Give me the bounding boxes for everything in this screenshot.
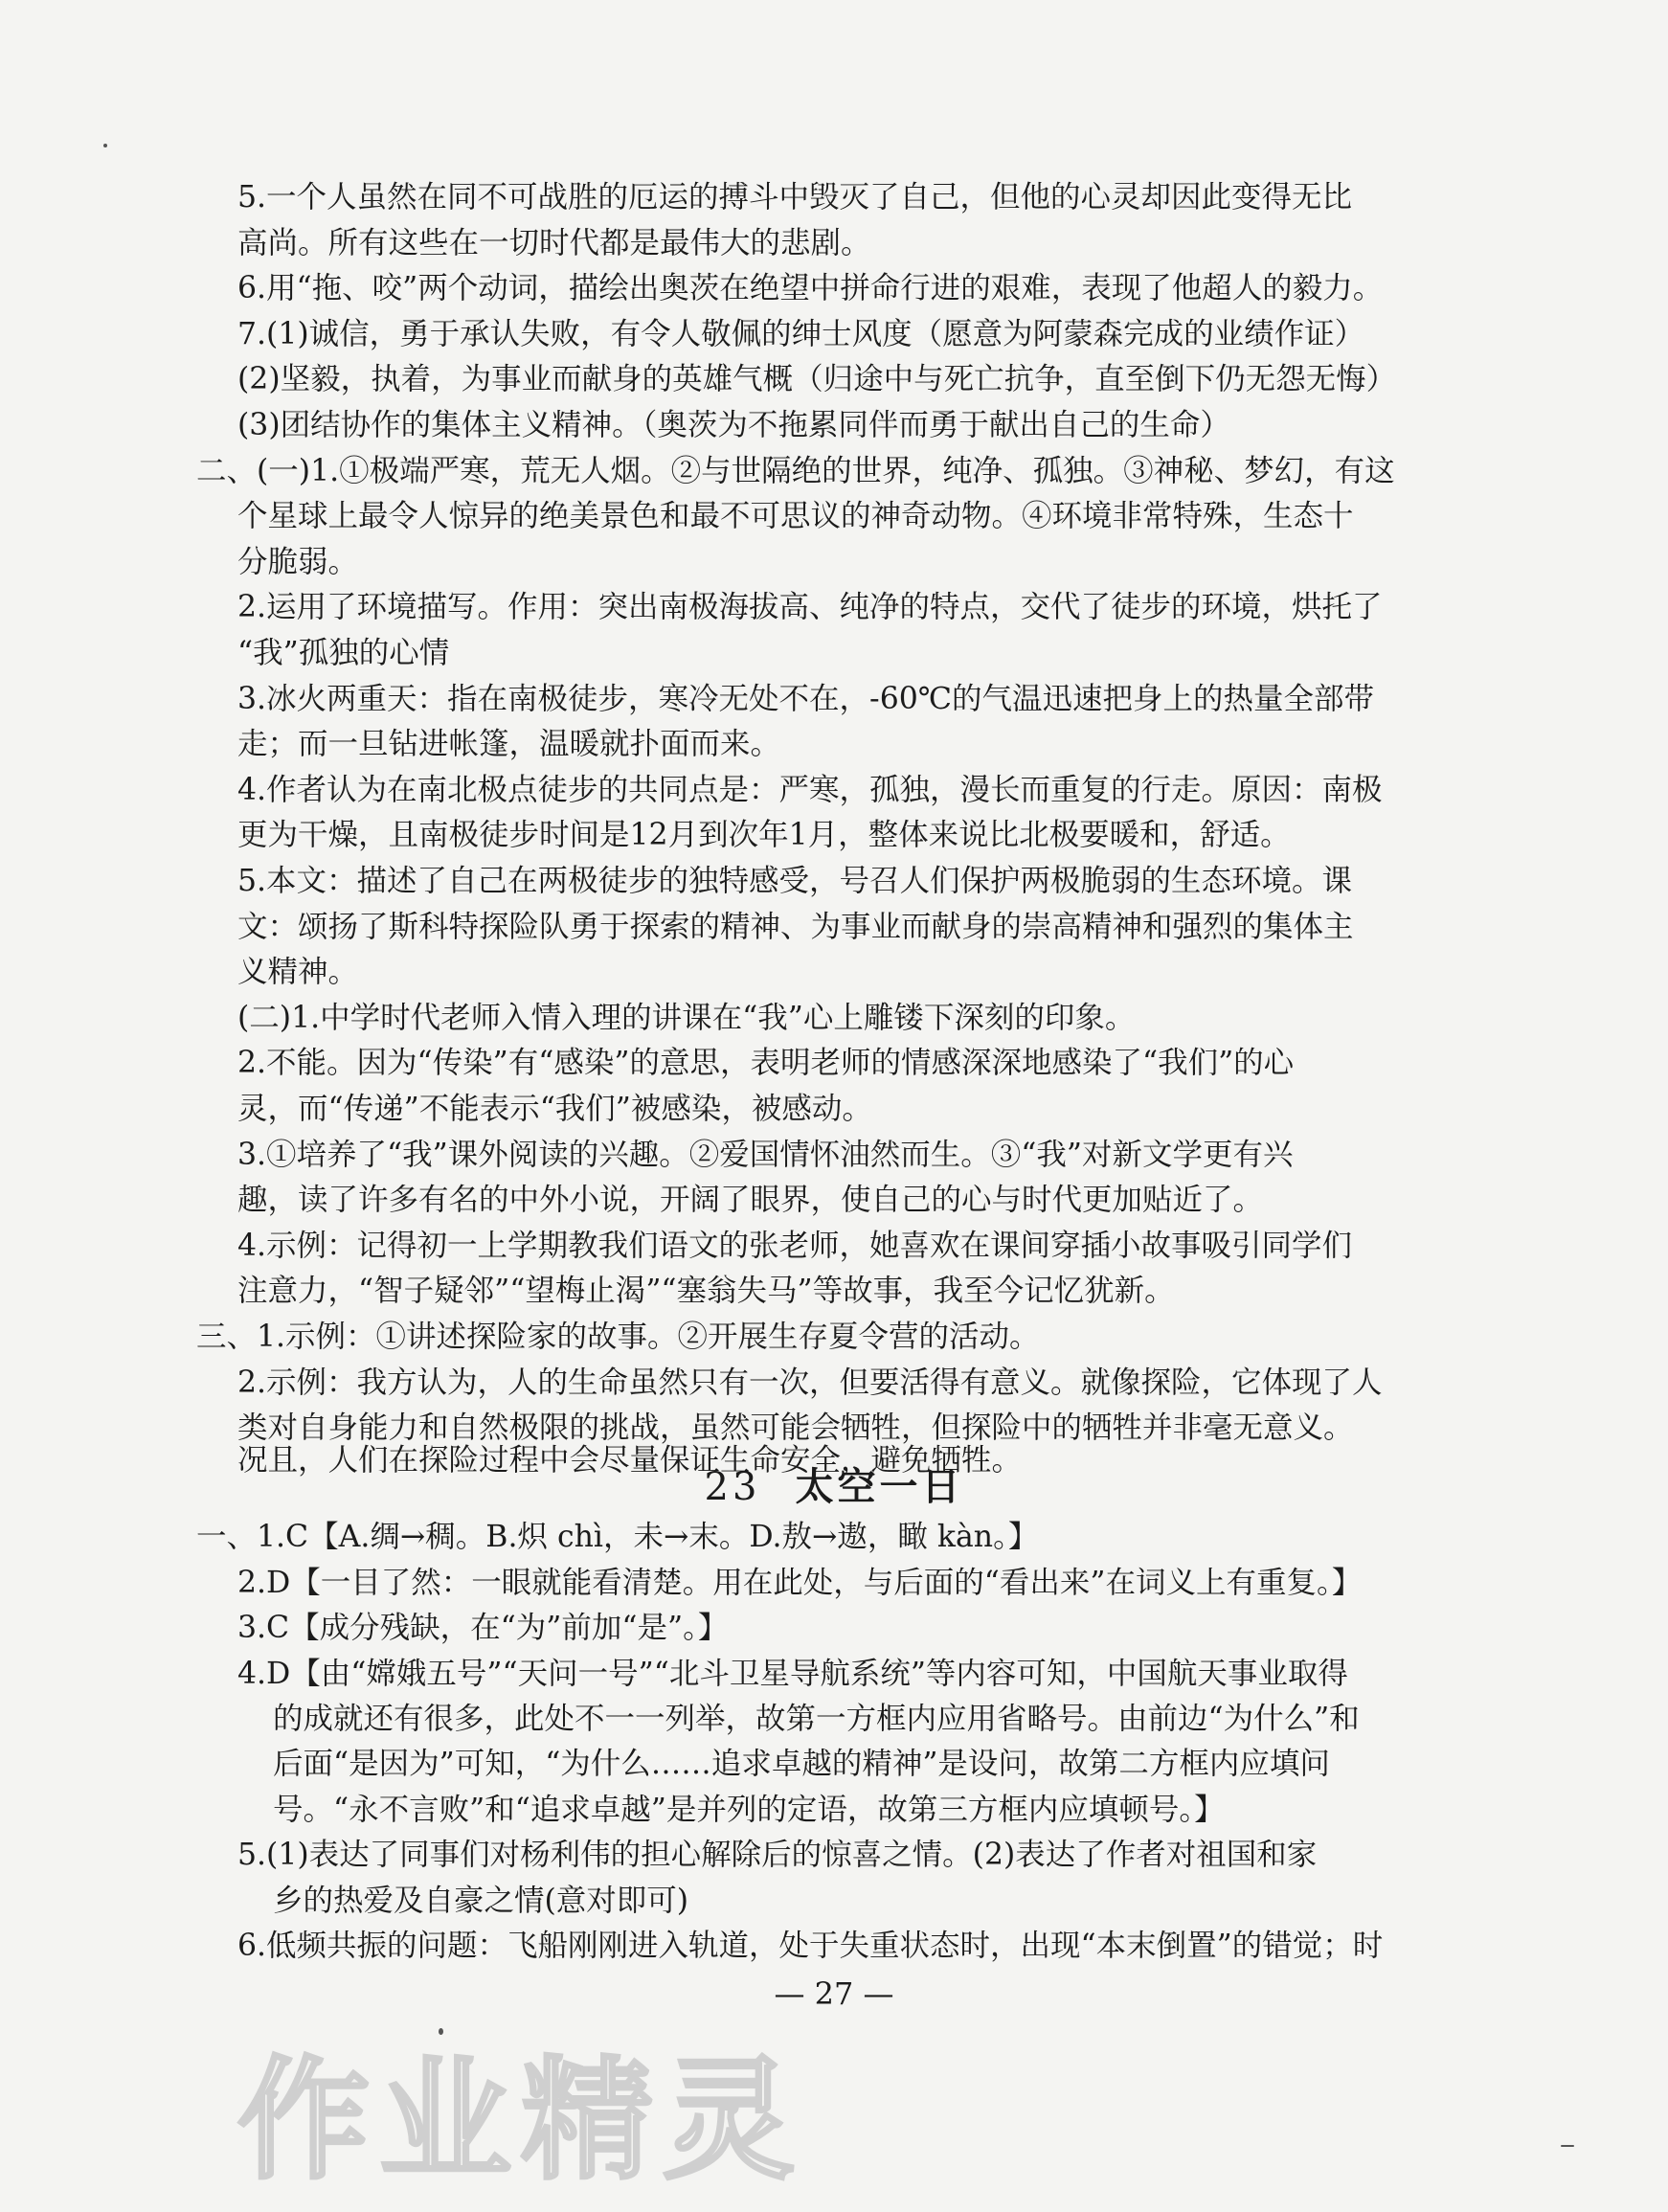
text-line: 4.D【由“嫦娥五号”“天问一号”“北斗卫星导航系统”等内容可知，中国航天事业取得 [237,1657,1348,1691]
text-line: 4.示例：记得初一上学期教我们语文的张老师，她喜欢在课间穿插小故事吸引同学们 [237,1229,1353,1263]
text-line: 2.D【一目了然：一眼就能看清楚。用在此处，与后面的“看出来”在词义上有重复。】 [237,1566,1363,1600]
page-number: — 27 — [774,1975,894,2012]
text-line: 况且，人们在探险过程中会尽量保证生命安全，避免牺牲。 [237,1443,1023,1478]
text-line: 4.作者认为在南北极点徒步的共同点是：严寒，孤独，漫长而重复的行走。原因：南极 [237,773,1383,807]
text-line: 5.一个人虽然在同不可战胜的厄运的搏斗中毁灭了自己，但他的心灵却因此变得无比 [237,180,1353,214]
section-number: 23 [704,1465,761,1509]
text-line: 3.①培养了“我”课外阅读的兴趣。②爱国情怀油然而生。③“我”对新文学更有兴 [237,1138,1294,1172]
text-line: 2.示例：我方认为，人的生命虽然只有一次，但要活得有意义。就像探险，它体现了人 [237,1366,1383,1400]
text-line: 三、1.示例：①讲述探险家的故事。②开展生存夏令营的活动。 [196,1320,1040,1354]
text-line: 一、1.C【A.绸→稠。B.炽 chì，未→末。D.敖→遨，瞰 kàn。】 [196,1520,1039,1554]
text-line: 后面“是因为”可知，“为什么……追求卓越的精神”是设问，故第二方框内应填问 [273,1747,1330,1781]
text-line: 类对自身能力和自然极限的挑战，虽然可能会牺牲，但探险中的牺牲并非毫无意义。 [237,1411,1354,1445]
text-line: 3.C【成分残缺，在“为”前加“是”。】 [237,1611,729,1645]
text-line: “我”孤独的心情 [237,636,450,670]
text-line: 2.运用了环境描写。作用：突出南极海拔高、纯净的特点，交代了徒步的环境，烘托了 [237,590,1383,624]
text-line: 乡的热爱及自豪之情(意对即可) [273,1884,689,1918]
text-line: 号。“永不言败”和“追求卓越”是并列的定语，故第三方框内应填顿号。】 [273,1793,1225,1827]
section-title-text: 太空一日 [795,1465,964,1509]
section-title [0,1463,1668,1511]
text-line: 6.低频共振的问题：飞船刚刚进入轨道，处于失重状态时，出现“本末倒置”的错觉；时 [237,1929,1384,1963]
text-line: 趣，读了许多有名的中外小说，开阔了眼界，使自己的心与时代更加贴近了。 [237,1183,1264,1217]
scan-speck [1561,2145,1574,2147]
text-line: 义精神。 [237,955,359,989]
text-line: 个星球上最令人惊异的绝美景色和最不可思议的神奇动物。④环境非常特殊，生态十 [237,499,1354,533]
text-line: 7.(1)诚信，勇于承认失败，有令人敬佩的绅士风度（愿意为阿蒙森完成的业绩作证） [237,317,1365,351]
text-line: 5.(1)表达了同事们对杨利伟的担心解除后的惊喜之情。(2)表达了作者对祖国和家 [237,1838,1318,1872]
text-line: 3.冰火两重天：指在南极徒步，寒冷无处不在，-60℃的气温迅速把身上的热量全部带 [237,682,1375,716]
scan-speck [439,2028,443,2035]
text-line: (3)团结协作的集体主义精神。（奥茨为不拖累同伴而勇于献出自己的生命） [237,408,1230,442]
text-line: 的成就还有很多，此处不一一列举，故第一方框内应用省略号。由前边“为什么”和 [273,1702,1360,1736]
text-line: (二)1.中学时代老师入情入理的讲课在“我”心上雕镂下深刻的印象。 [237,1001,1136,1035]
text-line: 2.不能。因为“传染”有“感染”的意思，表明老师的情感深深地感染了“我们”的心 [237,1046,1295,1080]
text-line: 文：颂扬了斯科特探险队勇于探索的精神、为事业而献身的崇高精神和强烈的集体主 [237,910,1354,944]
text-line: 更为干燥，且南极徒步时间是12月到次年1月，整体来说比北极要暖和，舒适。 [237,818,1291,852]
text-line: 二、(一)1.①极端严寒，荒无人烟。②与世隔绝的世界，纯净、孤独。③神秘、梦幻，有这 [196,454,1395,488]
text-line: 灵，而“传递”不能表示“我们”被感染，被感动。 [237,1092,872,1126]
watermark-logo: 作业精灵 [237,2043,805,2198]
text-line: 5.本文：描述了自己在两极徒步的独特感受，号召人们保护两极脆弱的生态环境。课 [237,864,1353,898]
text-line: 注意力，“智子疑邻”“望梅止渴”“塞翁失马”等故事，我至今记忆犹新。 [237,1274,1175,1308]
text-line: 高尚。所有这些在一切时代都是最伟大的悲剧。 [237,226,871,260]
text-line: 6.用“拖、咬”两个动词，描绘出奥茨在绝望中拼命行进的艰难，表现了他超人的毅力。 [237,271,1384,305]
text-line: (2)坚毅，执着，为事业而献身的英雄气概（归途中与死亡抗争，直至倒下仍无怨无悔） [237,362,1397,396]
scan-speck [103,144,107,147]
text-line: 走；而一旦钻进帐篷，温暖就扑面而来。 [237,727,781,761]
text-line: 分脆弱。 [237,545,359,579]
